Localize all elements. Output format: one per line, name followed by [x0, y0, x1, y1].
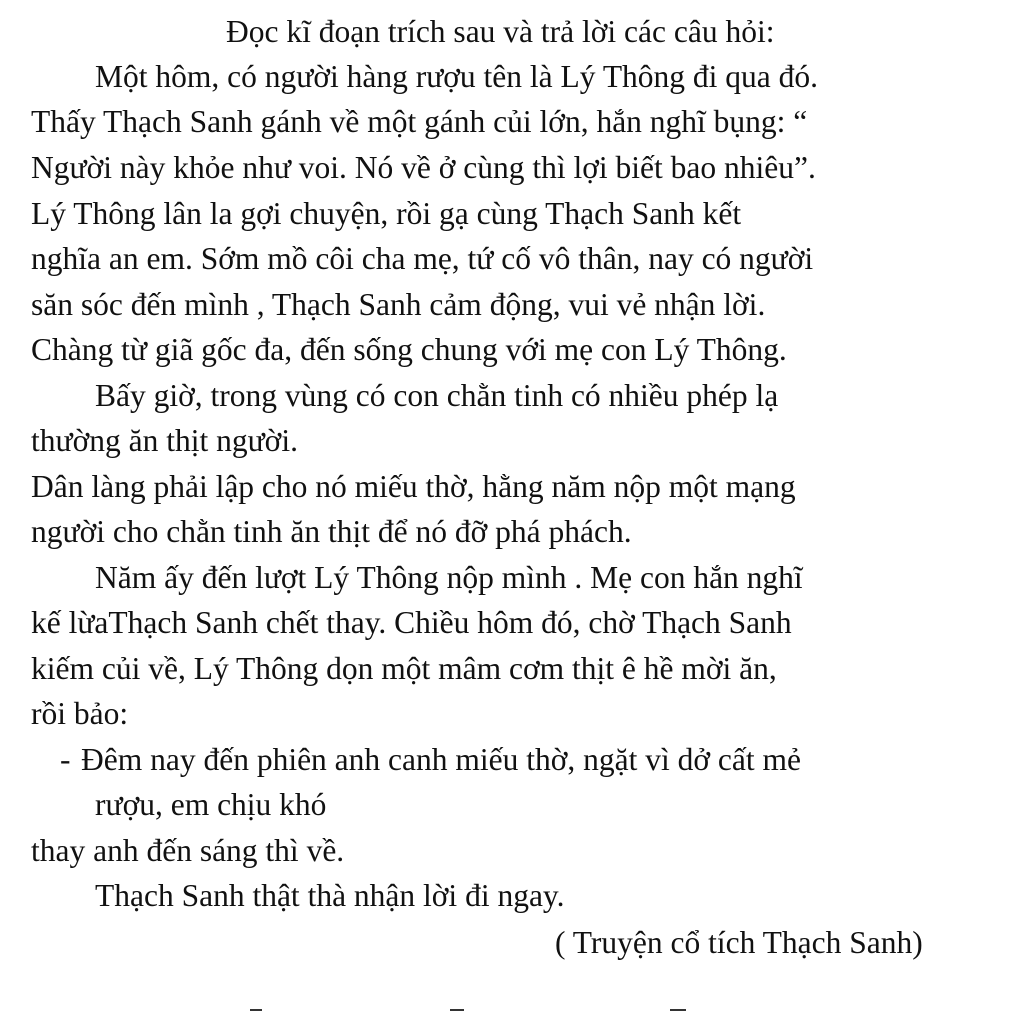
dialogue-line: Đêm nay đến phiên anh canh miếu thờ, ngặt vì dở cất mẻ	[81, 742, 801, 777]
cropped-text-fragment-bottom	[250, 1009, 750, 1015]
paragraph-line: Bấy giờ, trong vùng có con chằn tinh có nhiều phép lạ	[95, 378, 779, 413]
paragraph-line: Dân làng phải lập cho nó miếu thờ, hằng năm nộp một mạng	[31, 469, 796, 504]
dialogue-line: rượu, em chịu khó	[95, 787, 327, 822]
paragraph-line: thường ăn thịt người.	[31, 423, 298, 458]
paragraph-line: Lý Thông lân la gợi chuyện, rồi gạ cùng Thạch Sanh kết	[31, 196, 742, 231]
paragraph-line: người cho chằn tinh ăn thịt để nó đỡ phá phách.	[31, 514, 632, 549]
paragraph-line: kế lừaThạch Sanh chết thay. Chiều hôm đó, chờ Thạch Sanh	[31, 605, 792, 640]
paragraph-line: Năm ấy đến lượt Lý Thông nộp mình . Mẹ con hắn nghĩ	[95, 560, 803, 595]
paragraph-line: Một hôm, có người hàng rượu tên là Lý Thông đi qua đó.	[95, 59, 819, 94]
paragraph-line: Thạch Sanh thật thà nhận lời đi ngay.	[95, 878, 565, 913]
cropped-text-fragment-top	[40, 0, 460, 4]
paragraph-line: Người này khỏe như voi. Nó về ở cùng thì lợi biết bao nhiêu”.	[31, 150, 816, 185]
paragraph-line: săn sóc đến mình , Thạch Sanh cảm động, vui vẻ nhận lời.	[31, 287, 766, 322]
dialogue-line: thay anh đến sáng thì về.	[31, 833, 345, 868]
paragraph-line: nghĩa an em. Sớm mồ côi cha mẹ, tứ cố vô thân, nay có người	[31, 241, 814, 276]
paragraph-line: Thấy Thạch Sanh gánh về một gánh củi lớn, hắn nghĩ bụng: “	[31, 104, 808, 139]
source-citation: ( Truyện cổ tích Thạch Sanh)	[555, 925, 923, 960]
dialogue-dash: -	[60, 742, 71, 777]
paragraph-line: Chàng từ giã gốc đa, đến sống chung với mẹ con Lý Thông.	[31, 332, 787, 367]
page-heading: Đọc kĩ đoạn trích sau và trả lời các câu hỏi:	[226, 14, 775, 49]
paragraph-line: rồi bảo:	[31, 696, 129, 731]
paragraph-line: kiếm củi về, Lý Thông dọn một mâm cơm thịt ê hề mời ăn,	[31, 651, 777, 686]
